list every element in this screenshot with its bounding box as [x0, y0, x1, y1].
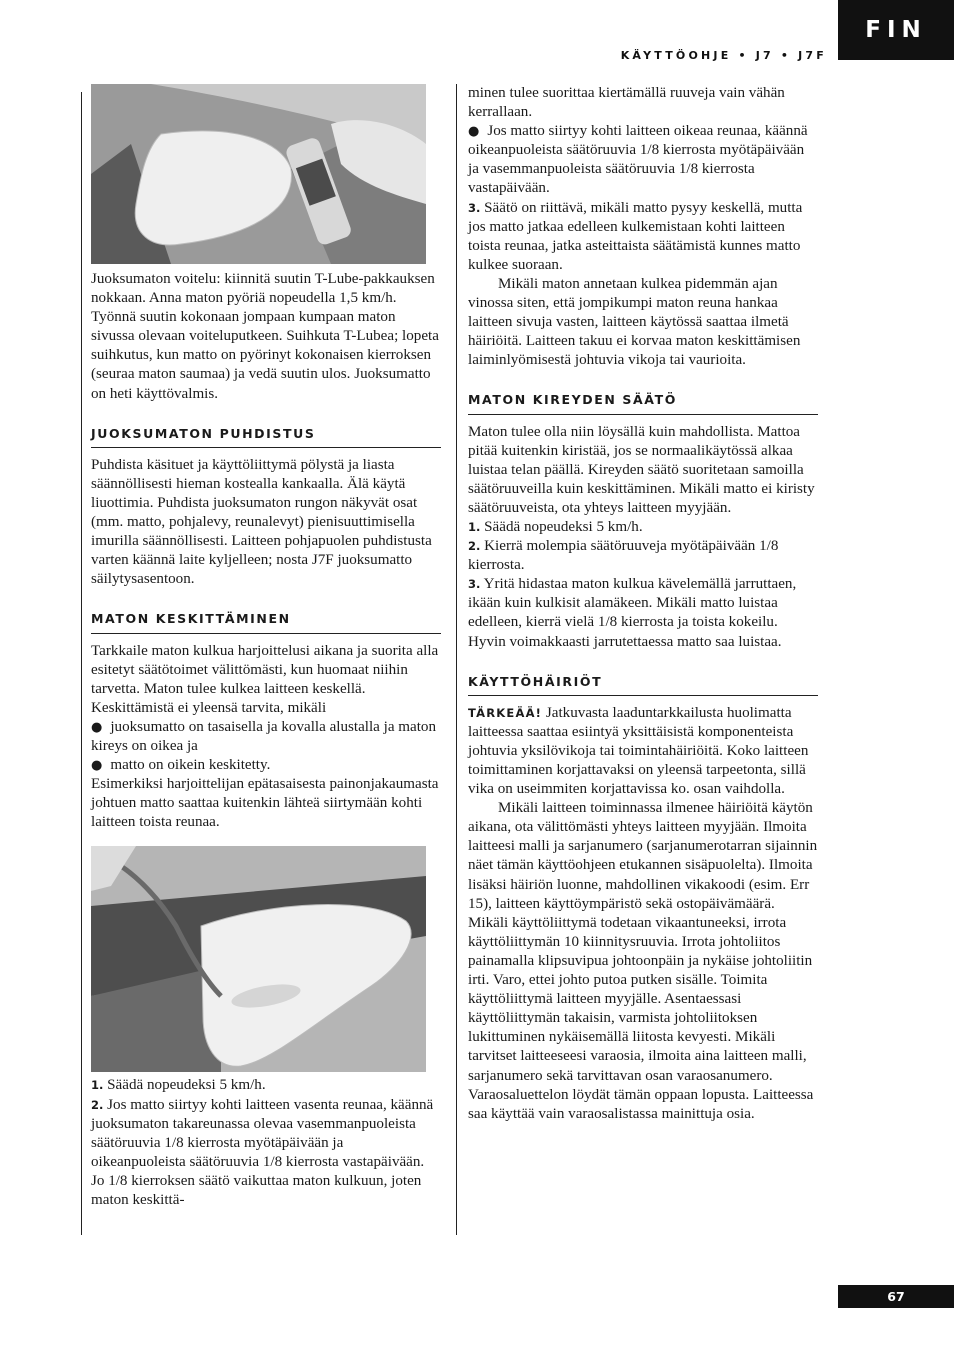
bullet-item: ● matto on oikein keskitetty.	[91, 757, 271, 774]
bullet-icon: ●	[91, 719, 103, 735]
left-column	[91, 84, 441, 1210]
important-note: TÄRKEÄÄ! Jatkuvasta laaduntarkkailusta huolimatta laitteessa saattaa esiintyä yksittäisistä komponenteista johtuvia yksilövikoja tai toimintahäiriöitä. Koko laitteen toimittaminen korjattavaksi on yleensä tarpeetonta, sillä vika on useimmiten korjattavissa ko. osan vaihdolla.	[468, 704, 809, 798]
bullet-item: ● Jos matto siirtyy kohti laitteen oikeaa reunaa, käännä oikeanpuoleista säätöruuvia 1/8 kierrosta myötäpäivään ja vasemmanpuoleista säätöruuvia 1/8 kierrosta vastapäivään.	[468, 123, 808, 197]
tension-step-1: 1. Säädä nopeudeksi 5 km/h.	[468, 518, 643, 535]
bullet-icon: ●	[468, 124, 480, 140]
centering-text: Esimerkiksi harjoittelijan epätasaisesta painonjakaumasta johtuen matto saattaa kuitenkin lähteä siirtymään kohti laitteen toista reunaa.	[91, 776, 439, 831]
step-2: 2. Jos matto siirtyy kohti laitteen vasenta reunaa, käännä juoksumaton takareunassa olevaa vasemmanpuoleista säätöruuvia 1/8 kierrosta myötäpäivään ja oikeanpuoleista säätöruuvia 1/8 kierrosta vastapäivään. Jo 1/8 kierroksen säätö vaikuttaa maton kulkuun, joten maton keskittä-	[91, 1096, 434, 1208]
step-3: 3. Säätö on riittävä, mikäli matto pysyy keskellä, mutta jos matto jatkaa edelleen kulkemistaan kohti laitteen toista reunaa, jatka asteittaista säätämistä kunnes matto kulkee suoraan.	[468, 199, 803, 273]
continued-text: minen tulee suorittaa kiertämällä ruuveja vain vähän kerrallaan.	[468, 85, 785, 121]
language-tab: FIN	[838, 0, 954, 60]
bullet-item: ● juoksumatto on tasaisella ja kovalla alustalla ja maton kireys on oikea ja	[91, 718, 437, 754]
centering-intro: Tarkkaile maton kulkua harjoittelusi aikana ja suorita alla esitetyt säätötoimet välittömästi, kun huomaat niihin tarvetta. Maton tulee kulkea laitteen keskellä. Keskittämistä ei yleensä tarvita, mikäli	[91, 642, 439, 716]
bullet-icon: ●	[91, 758, 103, 774]
cleaning-heading: JUOKSUMATON PUHDISTUS	[91, 424, 441, 448]
right-column	[468, 84, 818, 1124]
faults-text: Mikäli laitteen toiminnassa ilmenee häiriöitä käytön aikana, ota välittömästi yhteys laitteen myyjään. Ilmoita laitteesi malli ja sarjanumero (sarjanumerotarran sijainnin näet tämän käyttöohjeen etukannen sisäpuolelta). Ilmoita lisäksi häiriön luonne, mahdollinen vikakoodi (esim. Err 15), laitteen käyttöympäristö sekä ostopäivämäärä. Mikäli käyttöliittymä todetaan vikaantuneeksi, irrota käyttöliittymän 10 kiinnitysruuvia. Irrota johtoliitos painamalla klipsuvipua johtoonpäin ja nykäise johtoliitin irti. Varo, ettei johto putoa putken sisälle. Toimita käyttöliittymä laitteen myyjälle. Asentaessasi käyttöliittymän takaisin, varmista johtoliitoksen lukittuminen nykäisemällä liitosta kevyesti. Mikäli tarvitset laitteeseesi varaosia, ilmoita aina laitteen malli, sarjanumero sekä tarvittavan osan varaosanumero. Varaosaluettelon löydät tämän oppaan lopusta. Laitteessa saa käyttää vain varaosalistassa mainittuja osia.	[468, 800, 818, 1122]
tension-text: Maton tulee olla niin löysällä kuin mahdollista. Mattoa pitää kuitenkin kiristää, jos se normaalikäytössä alkaa luistaa telan päällä. Kireyden säätö suoritetaan samoilla säätöruuveilla kuin keskittäminen. Mikäli matto ei kiristy säätöruuveista, ota yhteys laitteen myyjään.	[468, 423, 815, 516]
warranty-text: Mikäli maton annetaan kulkea pidemmän ajan vinossa siten, että jompikumpi maton reuna hankaa laitteen sivuja vasten, laitteen käytössä saattaa ilmetä häiriöitä. Laitteen takuu ei korvaa maton keskittämisen laiminlyömisestä johtuvia vikoja tai vaurioita.	[468, 275, 801, 369]
centering-heading: MATON KESKITTÄMINEN	[91, 609, 441, 633]
tension-heading: MATON KIREYDEN SÄÄTÖ	[468, 390, 818, 414]
adjustment-photo	[91, 846, 426, 1072]
step-1: 1. Säädä nopeudeksi 5 km/h.	[91, 1077, 266, 1094]
important-label: TÄRKEÄÄ!	[468, 705, 543, 720]
tension-step-2: 2. Kierrä molempia säätöruuveja myötäpäivään 1/8 kierrosta.	[468, 538, 779, 574]
faults-heading: KÄYTTÖHÄIRIÖT	[468, 672, 818, 696]
running-head: KÄYTTÖOHJE • J7 • J7F	[620, 49, 827, 62]
center-column-rule	[456, 84, 457, 1235]
page-number: 67	[838, 1285, 954, 1308]
left-column-rule	[81, 92, 82, 1235]
lubrication-photo	[91, 84, 426, 264]
cleaning-text: Puhdista käsituet ja käyttöliittymä pölystä ja liasta säännöllisesti hieman kostealla kankaalla. Älä käytä liuottimia. Puhdista juoksumaton rungon näkyvät osat (mm. matto, pohjalevy, reunalevyt) pienisuuttimisella imurilla säännöllisesti. Laitteen pohjapuolen puhdistusta varten käännä laite kyljelleen; nosta J7F juoksumatto säilytysasentoon.	[91, 456, 432, 588]
lubrication-text: Juoksumaton voitelu: kiinnitä suutin T-Lube-pakkauksen nokkaan. Anna maton pyöriä nopeudella 1,5 km/h. Työnnä suutin kokonaan jompaan kumpaan maton sivussa olevaan voiteluputkeen. Suihkuta T-Lubea; lopeta suihkutus, kun matto on pyörinyt kokonaisen kierroksen (seuraa maton saumaa) ja vedä suutin ulos. Juoksumatto on heti käyttövalmis.	[91, 271, 439, 402]
tension-step-3: 3. Yritä hidastaa maton kulkua kävelemällä jarruttaen, ikään kuin kulkisit alamäkeen. Mikäli matto luistaa edelleen, kierrä vielä 1/8 kierrosta ja toista kokeilu. Hyvin voimakkaasti jarrutettaessa matto saa luistaa.	[468, 576, 797, 650]
